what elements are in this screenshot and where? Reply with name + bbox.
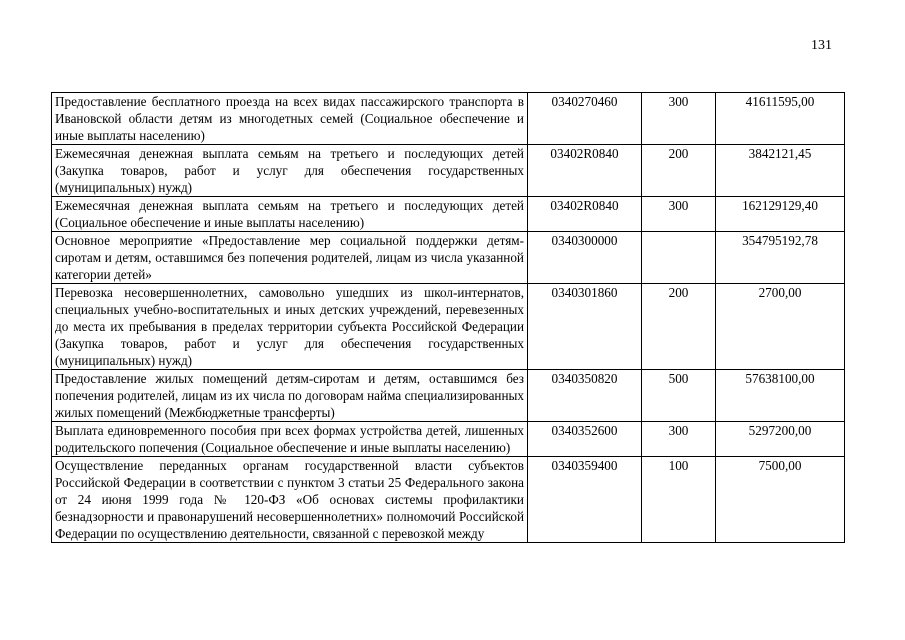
amount-cell: 7500,00 <box>716 457 845 543</box>
expense-type-cell: 300 <box>642 93 716 145</box>
code-cell: 03402R0840 <box>528 145 642 197</box>
table-row <box>52 370 845 422</box>
table-row <box>52 422 845 457</box>
amount-cell: 354795192,78 <box>716 232 845 284</box>
code-cell: 0340301860 <box>528 284 642 370</box>
page-number: 131 <box>811 38 832 53</box>
table-row <box>52 93 845 145</box>
code-cell: 0340300000 <box>528 232 642 284</box>
row-description: Перевозка несовершеннолетних, самовольно ушедших из школ-интернатов, специальных учебно-воспитательных и иных детских учреждений, перевезенных до места их пребывания в пределах территории субъекта Российской Федерации (Закупка товаров, работ и услуг для обеспечения государственных (муниципальных) нужд) <box>55 285 524 368</box>
expense-type-cell: 100 <box>642 457 716 543</box>
row-description: Выплата единовременного пособия при всех формах устройства детей, лишенных родительского попечения (Социальное обеспечение и иные выплаты населению) <box>55 423 524 455</box>
table-row <box>52 197 845 232</box>
row-description: Осуществление переданных органам государственной власти субъектов Российской Федерации в соответствии с пунктом 3 статьи 25 Федерального закона от 24 июня 1999 года № 120-ФЗ «Об основах системы профилактики безнадзорности и правонарушений несовершеннолетних» полномочий Российской Федерации по осуществлению деятельности, связанной с перевозкой между <box>55 458 524 541</box>
row-description: Ежемесячная денежная выплата семьям на третьего и последующих детей (Социальное обеспечение и иные выплаты населению) <box>55 198 524 230</box>
amount-cell: 3842121,45 <box>716 145 845 197</box>
code-cell: 0340350820 <box>528 370 642 422</box>
amount-cell: 5297200,00 <box>716 422 845 457</box>
description-cell <box>52 197 528 232</box>
row-description: Основное мероприятие «Предоставление мер социальной поддержки детям-сиротам и детям, оставшимся без попечения родителей, лицам из числа указанной категории детей» <box>55 233 524 282</box>
code-cell: 0340270460 <box>528 93 642 145</box>
row-description: Предоставление бесплатного проезда на всех видах пассажирского транспорта в Ивановской области детям из многодетных семей (Социальное обеспечение и иные выплаты населению) <box>55 94 524 143</box>
table-row <box>52 232 845 284</box>
description-cell <box>52 370 528 422</box>
expense-type-cell: 200 <box>642 145 716 197</box>
expense-type-cell <box>642 232 716 284</box>
description-cell <box>52 232 528 284</box>
description-cell <box>52 422 528 457</box>
amount-cell: 162129129,40 <box>716 197 845 232</box>
expense-type-cell: 200 <box>642 284 716 370</box>
table-row <box>52 284 845 370</box>
code-cell: 0340352600 <box>528 422 642 457</box>
amount-cell: 41611595,00 <box>716 93 845 145</box>
row-description: Ежемесячная денежная выплата семьям на третьего и последующих детей (Закупка товаров, работ и услуг для обеспечения государственных (муниципальных) нужд) <box>55 146 524 195</box>
table-row <box>52 145 845 197</box>
description-cell <box>52 284 528 370</box>
budget-table <box>51 92 845 543</box>
row-description: Предоставление жилых помещений детям-сиротам и детям, оставшимся без попечения родителей, лицам из их числа по договорам найма специализированных жилых помещений (Межбюджетные трансферты) <box>55 371 524 420</box>
description-cell <box>52 457 528 543</box>
expense-type-cell: 300 <box>642 197 716 232</box>
table-row <box>52 457 845 543</box>
amount-cell: 2700,00 <box>716 284 845 370</box>
code-cell: 03402R0840 <box>528 197 642 232</box>
amount-cell: 57638100,00 <box>716 370 845 422</box>
description-cell <box>52 145 528 197</box>
code-cell: 0340359400 <box>528 457 642 543</box>
description-cell <box>52 93 528 145</box>
expense-type-cell: 500 <box>642 370 716 422</box>
expense-type-cell: 300 <box>642 422 716 457</box>
